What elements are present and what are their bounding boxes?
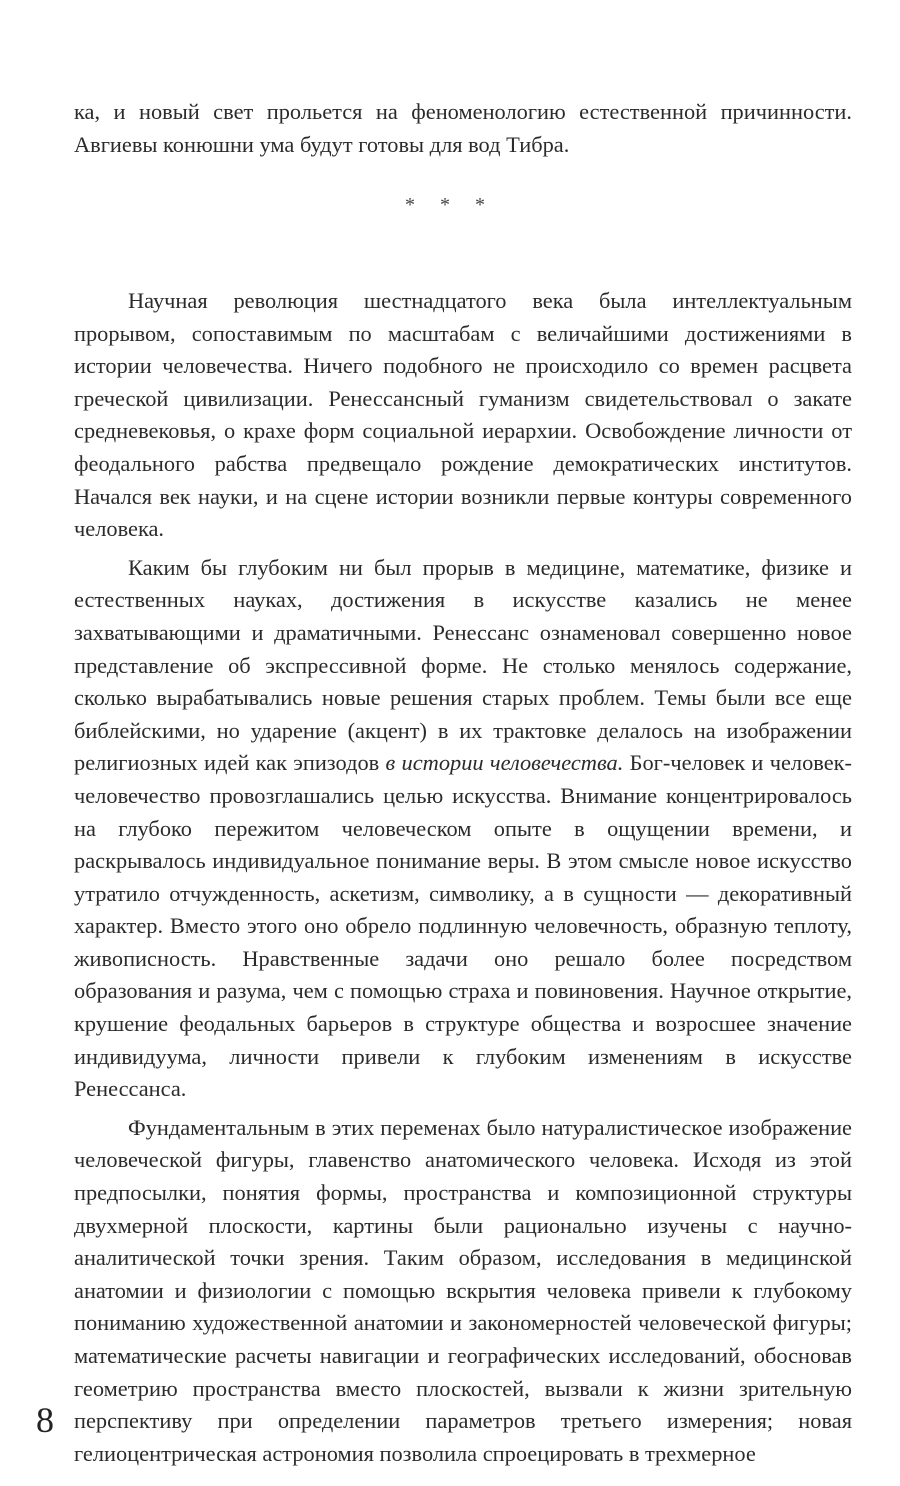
paragraph-3: Фундаментальным в этих переменах было натуралистическое изображение человеческой фигуры, главенство анатомического человека. Исходя из этой предпосылки, понятия формы, пространства и композиционной структуры двухмерной плоскости, картины были рационально изучены с научно-аналитической точки зрения. Таким образом, исследования в медицинской анатомии и физиологии с помощью вскрытия человека привели к глубокому пониманию художественной анатомии и закономерностей человеческой фигуры; математические расчеты навигации и географических исследований, обосновав геометрию пространства вместо плоскостей, вызвали к жизни зрительную перспективу при определении параметров третьего измерения; новая гелиоцентрическая астрономия позволила спроецировать в трехмерное <box>74 1114 852 1466</box>
page-number: 8 <box>36 1400 54 1440</box>
paragraph-2 <box>74 552 852 1106</box>
section-separator: * * * <box>405 194 495 216</box>
paragraph-2-end: Бог-человек и человек-человечество провозглашались целью искусства. Внимание концентрировалось на глубоко пережитом человеческом опыте в ощущении времени, и раскрывалось индивидуальное понимание веры. В этом смысле новое искусство утратило отчужденность, аскетизм, символику, а в сущности — декоративный характер. Вместо этого оно обрело подлинную человечность, образную теплоту, живописность. Нравственные задачи оно решало более посредством образования и разума, чем с помощью страха и повиновения. Научное открытие, крушение феодальных барьеров в структуре общества и возросшее значение индивидуума, личности привели к глубоким изменениям в искусстве Ренессанса. <box>74 750 852 1102</box>
paragraph-2-start: Каким бы глубоким ни был прорыв в медицине, математике, физике и естественных науках, достижения в искусстве казались не менее захватывающими и драматичными. Ренессанс ознаменовал совершенно новое представление об экспрессивной форме. Не столько менялось содержание, сколько вырабатывались новые решения старых проблем. Темы были все еще библейскими, но ударение (акцент) в их трактовке делалось на изображении религиозных идей как эпизодов <box>74 554 852 776</box>
opening-text <box>74 96 852 161</box>
paragraph-1: Научная революция шестнадцатого века была интеллектуальным прорывом, сопоставимым по масштабам с величайшими достижениями в истории человечества. Ничего подобного не происходило со времен расцвета греческой цивилизации. Ренессансный гуманизм свидетельствовал о закате средневековья, о крахе форм социальной иерархии. Освобождение личности от феодального рабства предвещало рождение демократических институтов. Начался век науки, и на сцене истории возникли первые контуры современного человека. <box>74 288 852 542</box>
paragraph-2-italic: в истории человечества. <box>385 750 624 776</box>
main-text <box>74 285 852 1470</box>
opening-paragraph: ка, и новый свет прольется на феноменологию естественной причинности. Авгиевы конюшни ума будут готовы для вод Тибра. <box>74 99 852 157</box>
